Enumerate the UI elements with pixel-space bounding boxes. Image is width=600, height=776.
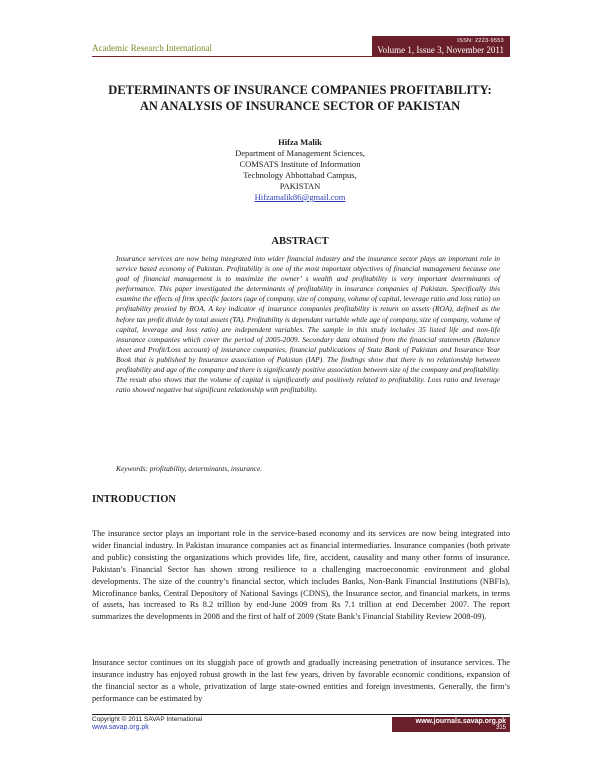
author-country: PAKISTAN <box>279 181 321 191</box>
footer-divider <box>92 714 510 715</box>
author-institution: COMSATS Institute of Information <box>239 159 361 169</box>
header-badge <box>372 36 510 56</box>
author-name: Hifza Malik <box>278 137 322 147</box>
author-block <box>60 137 540 203</box>
footer-badge <box>392 717 510 732</box>
footer-url-link[interactable]: www.savap.org.pk <box>92 724 149 731</box>
volume-label: Volume 1, Issue 3, November 2011 <box>377 45 504 55</box>
author-campus: Technology Abbottabad Campus, <box>243 170 357 180</box>
paper-title <box>60 82 540 114</box>
author-dept: Department of Management Sciences, <box>235 148 365 158</box>
journal-name: Academic Research International <box>92 43 212 53</box>
journal-site-link[interactable]: www.journals.savap.org.pk <box>415 718 506 725</box>
author-email-link[interactable]: Hifzamalik86@gmail.com <box>254 192 346 202</box>
title-line-1: DETERMINANTS OF INSURANCE COMPANIES PROFITABILITY: <box>108 83 492 97</box>
title-line-2: AN ANALYSIS OF INSURANCE SECTOR OF PAKISTAN <box>139 99 461 113</box>
intro-paragraph-2: Insurance sector continues on its sluggish pace of growth and gradually increasing penetration of insurance services. The insurance industry has enjoyed robust growth in the last few years, driven by favorable economic conditions, expansion of the financial sector as a whole, privatization of large state-owned entities and foreign investments. Generally, the firm’s performance can be estimated by <box>92 658 510 703</box>
abstract-heading: ABSTRACT <box>271 236 329 247</box>
footer-copyright: Copyright © 2011 SAVAP International <box>92 716 203 723</box>
keywords: Keywords: profitability, determinants, insurance. <box>116 464 263 473</box>
intro-paragraph-1: The insurance sector plays an important role in the service-based economy and its services are now being integrated into wider financial industry. In Pakistan insurance companies act as financial intermediaries. Insurance companies (both private and public) consisting the organizations which provides life, fire, accident, causality and many other forms of insurance. Pakistan’s Financial Sector has shown strong resilience to a challenging macroeconomic environment and global developments. The size of the country’s financial sector, which includes Banks, Non-Bank Financial Institutions (NBFIs), Microfinance banks, Central Depository of National Savings (CDNS), the Insurance sector, and financial markets, in terms of assets, has increased to Rs 8.2 trillion by end-June 2009 from Rs 7.1 trillion at end December 2007. The report summarizes the developments in 2008 and the first of half of 2009 (State Bank’s Financial Stability Review 2008-09). <box>92 529 510 622</box>
abstract-text: Insurance services are now being integrated into wider financial industry and the insurance sector plays an important role in service based economy of Pakistan. Profitability is one of the most important objectives of financial management because one goal of financial management is to maximize the owner’ s wealth and profitability is very important determinants of performance. This paper investigated the determinants of profitability in insurance companies of Pakistan. Specifically this examine the effects of firm specific factors (age of company, size of company, volume of capital, leverage ratio and loss ratio) on profitability proxied by ROA. A key indicator of insurance companies profitability is return on assets (ROA), defined as the before tax profit divide by total assets (TA). Profitability is dependant variable while age of company, size of company, volume of capital, leverage and loss ratio) are independent variables. The sample in this study includes 35 listed life and non-life insurance companies which cover the period of 2005-2009. Secondary data obtained from the financial statements (Balance sheet and Profit/Loss account) of insurance companies, financial publications of State Bank of Pakistan and Insurance Year Book that is published by Insurance association of Pakistan (IAP). The findings show that there is no relationship between profitability and age of the company and there is significantly positive association between size of the company and profitability. The result also shows that the volume of capital is significantly and positively related to profitability. Loss ratio and leverage ratio showed negative but significant relationship with profitability. <box>116 254 500 395</box>
introduction-heading: INTRODUCTION <box>92 494 177 505</box>
header-divider <box>92 56 510 57</box>
page-number: 315 <box>495 725 506 731</box>
issn-label: ISSN: 2223-9553 <box>457 38 504 44</box>
